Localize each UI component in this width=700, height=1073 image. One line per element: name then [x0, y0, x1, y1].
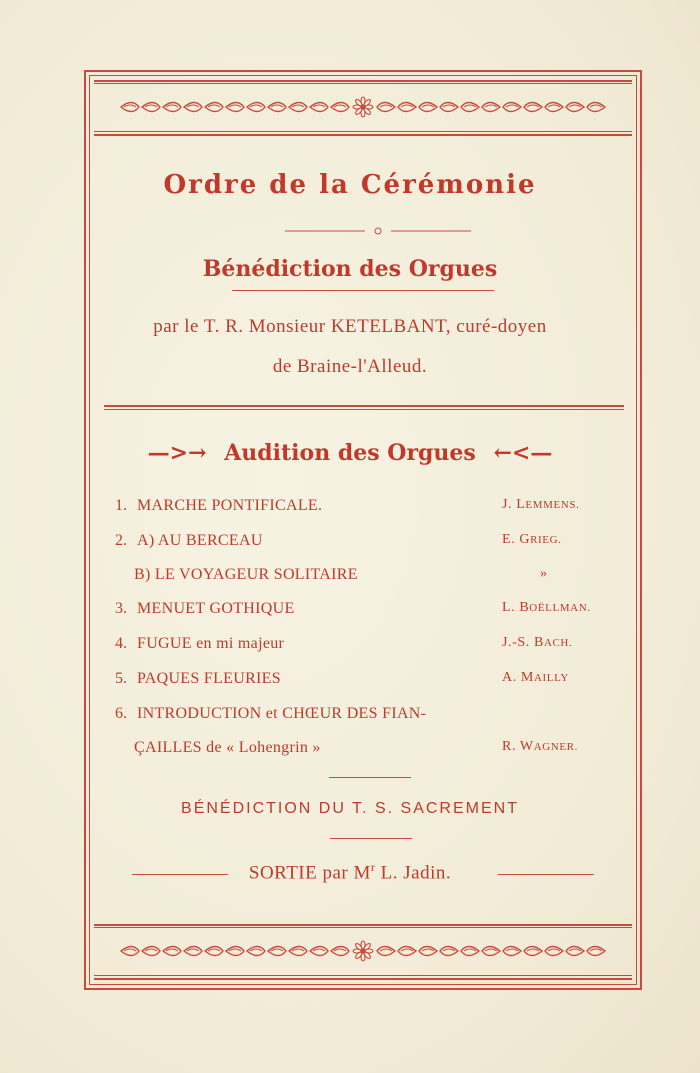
- leaf-motif: [377, 947, 395, 956]
- leaf-motif: [142, 103, 160, 112]
- leaf-motif: [268, 947, 286, 956]
- leaf-motif: [503, 947, 521, 956]
- leaf-motif: [184, 947, 202, 956]
- leaf-motif: [331, 947, 349, 956]
- item-piece: FUGUE en mi majeur: [137, 635, 285, 652]
- leaf-motif: [461, 103, 479, 112]
- leaf-motif: [310, 103, 328, 112]
- leaf-motif: [398, 103, 416, 112]
- leaf-motif: [566, 103, 584, 112]
- item-composer: J.-S. BACH.: [502, 635, 573, 650]
- item-piece: INTRODUCTION et CHŒUR DES FIAN-: [137, 705, 427, 722]
- item-piece: MENUET GOTHIQUE: [137, 600, 295, 617]
- item-composer: R. WAGNER.: [502, 739, 578, 754]
- leaf-motif: [247, 947, 265, 956]
- item-composer: A. MAILLY: [502, 670, 569, 685]
- leaf-motif: [398, 947, 416, 956]
- short-divider: [329, 777, 411, 778]
- item-piece: B) LE VOYAGEUR SOLITAIRE: [134, 566, 358, 583]
- audition-label: Audition des Orgues: [224, 440, 476, 466]
- subtitle: Bénédiction des Orgues: [202, 256, 498, 282]
- subtitle-underline: [232, 290, 494, 291]
- bottom-leaf-garland: [94, 936, 632, 966]
- top-leaf-garland: [94, 92, 632, 122]
- item-number: 3.: [115, 600, 127, 617]
- leaf-motif: [545, 947, 563, 956]
- leaf-motif: [184, 103, 202, 112]
- leaf-motif: [545, 103, 563, 112]
- officiant-line-2: de Braine-l'Alleud.: [272, 356, 428, 377]
- item-number: 5.: [115, 670, 127, 687]
- leaf-motif: [587, 103, 605, 112]
- item-composer: J. LEMMENS.: [502, 497, 580, 512]
- bottom-ornament-band: [94, 924, 632, 980]
- leaf-motif: [121, 103, 139, 112]
- section-divider-rule-thin: [104, 409, 624, 410]
- left-arrow-ornament: —>→: [147, 440, 207, 466]
- leaf-motif: [268, 103, 286, 112]
- leaf-motif: [163, 103, 181, 112]
- leaf-motif: [121, 947, 139, 956]
- sortie-line: SORTIE par $M^r$ L. Jadin.: [248, 860, 452, 884]
- item-number: 2.: [115, 532, 127, 549]
- section-divider-rule: [104, 405, 624, 407]
- top-ornament-band: [94, 80, 632, 136]
- leaf-motif: [566, 947, 584, 956]
- item-number: 6.: [115, 705, 127, 722]
- leaf-motif: [440, 103, 458, 112]
- leaf-motif: [226, 947, 244, 956]
- item-piece: A) AU BERCEAU: [137, 532, 263, 549]
- item-composer: »: [540, 566, 548, 581]
- short-divider: [330, 838, 412, 839]
- leaf-motif: [205, 103, 223, 112]
- leaf-motif: [440, 947, 458, 956]
- leaf-motif: [587, 947, 605, 956]
- leaf-motif: [289, 947, 307, 956]
- leaf-motif: [142, 947, 160, 956]
- leaf-motif: [289, 103, 307, 112]
- leaf-motif: [524, 103, 542, 112]
- title-divider-ornament: [285, 226, 471, 236]
- item-number: 1.: [115, 497, 127, 514]
- page-title: Ordre de la Cérémonie: [163, 170, 537, 200]
- leaf-motif: [482, 947, 500, 956]
- rosette-motif: [353, 941, 373, 961]
- leaf-motif: [377, 103, 395, 112]
- item-composer: E. GRIEG.: [502, 532, 562, 547]
- leaf-motif: [503, 103, 521, 112]
- leaf-motif: [482, 103, 500, 112]
- leaf-motif: [205, 947, 223, 956]
- page-border: [84, 70, 642, 990]
- sortie-rule-right: [498, 874, 594, 875]
- leaf-motif: [461, 947, 479, 956]
- item-composer: L. BOËLLMAN.: [502, 600, 591, 615]
- item-piece: MARCHE PONTIFICALE.: [137, 497, 323, 514]
- leaf-motif: [419, 947, 437, 956]
- officiant-line-1: par le T. R. Monsieur KETELBANT, curé-doyen: [153, 316, 547, 337]
- benediction-line: BÉNÉDICTION DU T. S. SACREMENT: [181, 800, 519, 817]
- rosette-motif: [353, 97, 373, 117]
- leaf-motif: [419, 103, 437, 112]
- item-piece: ÇAILLES de « Lohengrin »: [134, 739, 321, 756]
- item-piece: PAQUES FLEURIES: [137, 670, 281, 687]
- audition-heading: [0, 440, 700, 466]
- leaf-motif: [310, 947, 328, 956]
- leaf-motif: [524, 947, 542, 956]
- leaf-motif: [163, 947, 181, 956]
- page-border-inner: [89, 75, 637, 985]
- leaf-motif: [226, 103, 244, 112]
- right-arrow-ornament: ←<—: [493, 440, 553, 466]
- leaf-motif: [331, 103, 349, 112]
- leaf-motif: [247, 103, 265, 112]
- item-number: 4.: [115, 635, 127, 652]
